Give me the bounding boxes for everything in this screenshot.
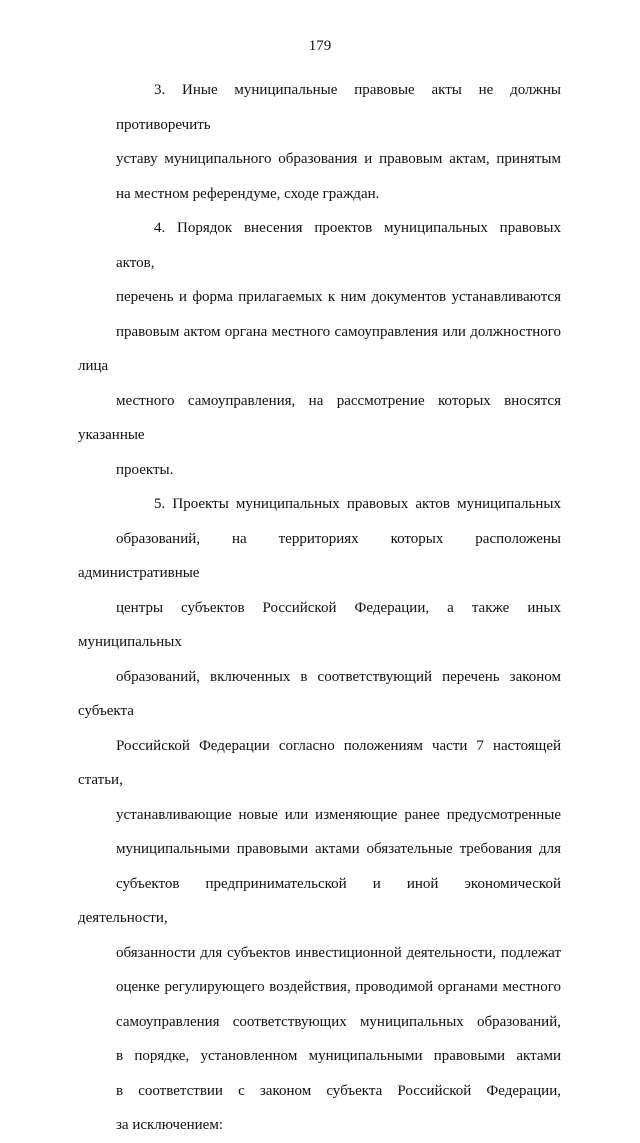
text-line: местного самоуправления, на рассмотрение которых вносятся указанные bbox=[78, 392, 561, 443]
text-line: на местном референдуме, сходе граждан. bbox=[116, 185, 380, 202]
paragraph-3 bbox=[78, 73, 561, 211]
document-body bbox=[78, 73, 561, 1143]
text-line: проекты. bbox=[116, 461, 174, 478]
text-line: 4. Порядок внесения проектов муниципальных правовых актов, bbox=[116, 220, 561, 271]
text-line: перечень и форма прилагаемых к ним документов устанавливаются bbox=[116, 289, 561, 305]
text-line: обязанности для субъектов инвестиционной деятельности, подлежат bbox=[116, 944, 561, 961]
text-line: устанавливающие новые или изменяющие ранее предусмотренные bbox=[116, 806, 561, 823]
text-line: 5. Проекты муниципальных правовых актов муниципальных bbox=[154, 496, 561, 512]
text-line: за исключением: bbox=[116, 1117, 223, 1133]
text-line: образований, включенных в соответствующий перечень законом субъекта bbox=[78, 668, 561, 719]
text-line: Российской Федерации согласно положениям части 7 настоящей статьи, bbox=[78, 737, 561, 788]
text-line: в порядке, установленном муниципальными правовыми актами bbox=[116, 1048, 561, 1064]
paragraph-5 bbox=[78, 487, 561, 1143]
text-line: в соответствии с законом субъекта Российской Федерации, bbox=[116, 1082, 561, 1099]
text-line: правовым актом органа местного самоуправления или должностного лица bbox=[78, 323, 561, 374]
text-line: муниципальными правовыми актами обязательные требования для bbox=[116, 841, 561, 857]
text-line: образований, на территориях которых расположены административные bbox=[78, 530, 561, 581]
text-line: 3. Иные муниципальные правовые акты не должны противоречить bbox=[116, 82, 561, 133]
paragraph-4 bbox=[78, 211, 561, 487]
text-line: самоуправления соответствующих муниципальных образований, bbox=[116, 1013, 561, 1030]
text-line: центры субъектов Российской Федерации, а также иных муниципальных bbox=[78, 599, 561, 650]
page-number: 179 bbox=[308, 38, 332, 54]
text-line: уставу муниципального образования и правовым актам, принятым bbox=[116, 151, 561, 167]
text-line: оценке регулирующего воздействия, проводимой органами местного bbox=[116, 979, 561, 995]
text-line: субъектов предпринимательской и иной экономической деятельности, bbox=[78, 875, 561, 926]
